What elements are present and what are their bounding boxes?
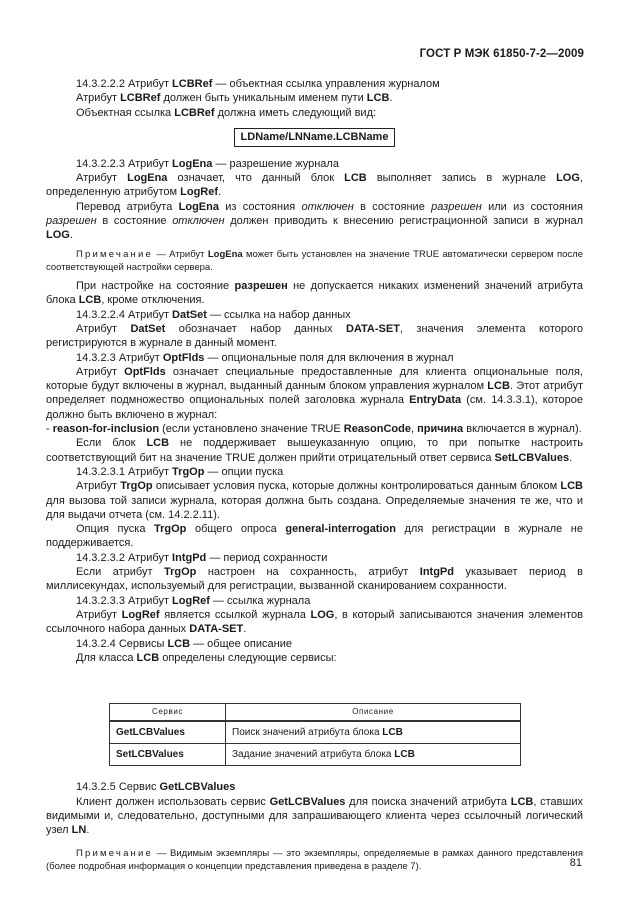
table-header-row (110, 704, 521, 722)
section-heading-optflds: 14.3.2.3 Атрибут OptFlds — опциональные поля для включения в журнал (76, 351, 454, 364)
paragraph: Для класса LCB определены следующие сервисы: (76, 651, 337, 664)
page-number: 81 (569, 857, 582, 869)
paragraph: Атрибут DatSet обозначает набор данных DATA-SET, значения элемента которого регистрируются в журнале в данный момент. (46, 322, 583, 350)
reference-format-box: LDName/LNName.LCBName (234, 128, 396, 147)
table-row (110, 721, 521, 744)
section-heading-getlcbvalues: 14.3.2.5 Сервис GetLCBValues (76, 781, 236, 794)
services-table (109, 703, 521, 766)
paragraph: Атрибут LogRef является ссылкой журнала LOG, в который записываются значения элементов ссылочного набора данных DATA-SET. (46, 608, 583, 636)
section-heading-logref: 14.3.2.3.3 Атрибут LogRef — ссылка журнала (76, 594, 311, 607)
section-heading-trgop: 14.3.2.3.1 Атрибут TrgOp — опции пуска (76, 465, 284, 478)
paragraph: Атрибут OptFlds означает специальные предоставленные для клиента опциональные поля, которые будут включены в журнал, выданный данным блоком управления журналом LCB. Этот атрибут определяет подмножество опциональных полей заголовка журнала EntryData (см. 14.3.3.1), которое должно быть включено в журнал: (46, 365, 584, 421)
paragraph: Если блок LCB не поддерживает вышеуказанную опцию, то при попытке настроить соответствующий бит на значение TRUE должен прийти отрицательный ответ сервиса SetLCBValues. (46, 437, 584, 464)
paragraph: Атрибут LCBRef должен быть уникальным именем пути LCB. (76, 92, 393, 105)
list-item: - reason-for-inclusion (если установлено значение TRUE ReasonCode, причина включается в журнал). (46, 423, 582, 436)
document-body (46, 77, 583, 873)
service-description-cell: Задание значений атрибута блока LCB (226, 744, 521, 766)
service-description-cell: Поиск значений атрибута блока LCB (226, 721, 521, 744)
service-name-cell: SetLCBValues (110, 744, 226, 766)
document-header: ГОСТ Р МЭК 61850-7-2—2009 (419, 48, 584, 60)
column-header-description: Описание (226, 704, 521, 722)
table-row (110, 744, 521, 766)
section-heading-services: 14.3.2.4 Сервисы LCB — общее описание (76, 637, 292, 650)
paragraph: Если атрибут TrgOp настроен на сохранность, атрибут IntgPd указывает период в миллисекундах, используемый для регистрации, вызванной сканированием сохранности. (46, 566, 583, 593)
section-heading-datset: 14.3.2.2.4 Атрибут DatSet — ссылка на набор данных (76, 308, 351, 321)
paragraph: Атрибут TrgOp описывает условия пуска, которые должны контролироваться данным блоком LCB для вызова той записи журнала, которая должна быть создана. Определяемые значения те же, что и для выдачи отчета (см. 14.2.2.11). (46, 480, 583, 521)
section-heading-logena: 14.3.2.2.3 Атрибут LogEna — разрешение журнала (76, 157, 339, 170)
paragraph: При настройке на состояние разрешен не допускается никаких изменений значений атрибута блока LCB, кроме отключения. (46, 280, 583, 307)
column-header-service: Сервис (110, 704, 226, 722)
note: Примечание — Видимым экземпляры — это экземпляры, определяемые в рамках данного представления (более подробная информация о концепции представления приведена в разделе 7). (46, 847, 583, 872)
paragraph: Перевод атрибута LogEna из состояния отключен в состояние разрешен или из состояния разрешен в состояние отключен должен приводить к внесению регистрационной записи в журнал LOG. (46, 200, 583, 242)
paragraph: Объектная ссылка LCBRef должна иметь следующий вид: (76, 106, 377, 119)
paragraph: Клиент должен использовать сервис GetLCBValues для поиска значений атрибута LCB, ставших видимыми и, следовательно, доступными для запрашивающего клиента через ссылочный логический узел LN. (46, 795, 583, 837)
paragraph: Опция пуска TrgOp общего опроса general-interrogation для регистрации в журнале не поддерживается. (46, 523, 583, 550)
paragraph: Атрибут LogEna означает, что данный блок LCB выполняет запись в журнале LOG, определенную атрибутом LogRef. (46, 172, 583, 199)
section-heading-lcbref: 14.3.2.2.2 Атрибут LCBRef — объектная ссылка управления журналом (76, 78, 440, 90)
service-name-cell: GetLCBValues (110, 721, 226, 744)
formula-container (46, 128, 583, 147)
section-heading-intgpd: 14.3.2.3.2 Атрибут IntgPd — период сохранности (76, 551, 328, 564)
note: Примечание — Атрибут LogEna может быть установлен на значение TRUE автоматически сервером после соответствующей настройки сервера. (46, 248, 583, 273)
